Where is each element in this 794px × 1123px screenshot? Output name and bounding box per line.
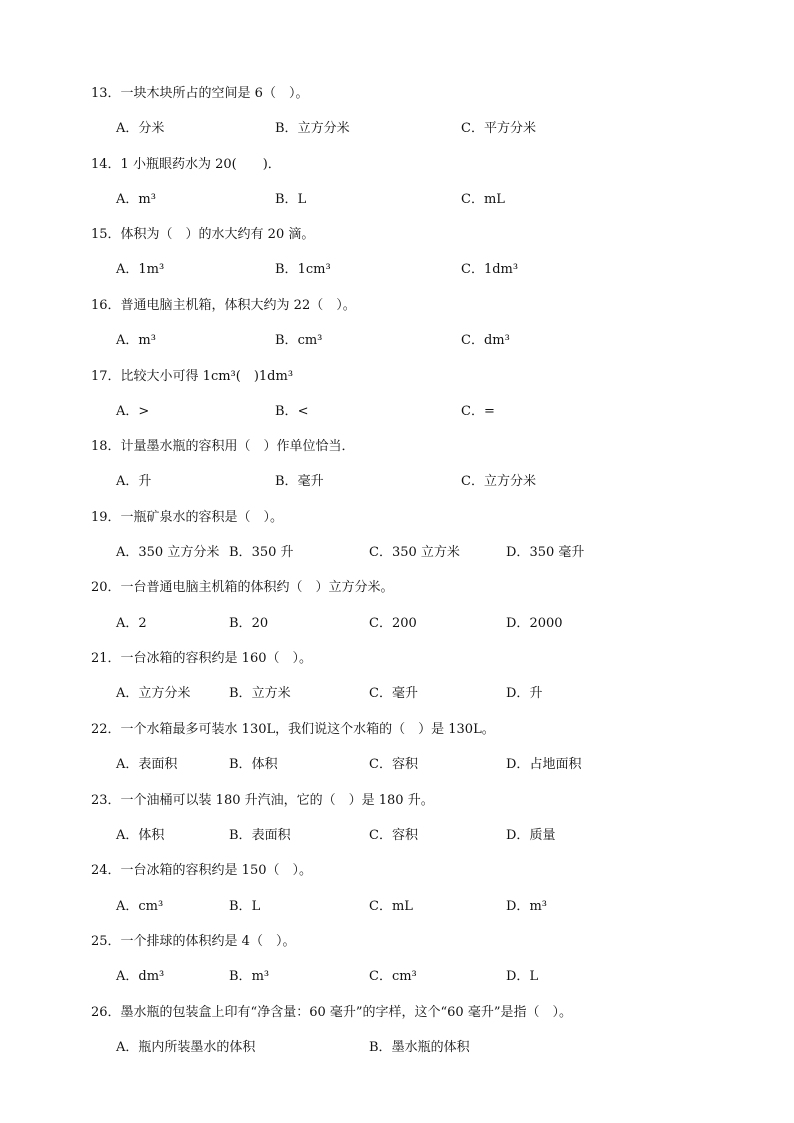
option-letter: B． (275, 262, 298, 277)
option-b[interactable] (229, 615, 268, 633)
option-text: 立方分米 (138, 686, 191, 701)
option-text: 毫升 (297, 474, 324, 489)
option-text: 350 毫升 (529, 545, 585, 560)
question-13-options (116, 120, 756, 138)
question-number: 26． (91, 1005, 121, 1020)
question-stem: 1 小瓶眼药水为 20( )． (120, 157, 281, 172)
question-26 (91, 1004, 572, 1022)
question-number: 13． (91, 86, 121, 101)
option-c[interactable] (461, 403, 495, 421)
option-letter: C． (369, 545, 392, 560)
option-letter: A． (116, 404, 139, 419)
option-text: 体积 (251, 757, 278, 772)
option-letter: B． (369, 1040, 392, 1055)
option-d[interactable] (506, 756, 581, 774)
option-c[interactable] (369, 827, 418, 845)
option-d[interactable] (506, 544, 584, 562)
option-d[interactable] (506, 615, 563, 633)
option-letter: C． (461, 333, 484, 348)
question-22 (91, 721, 495, 739)
question-19 (91, 509, 283, 527)
question-26-options (116, 1039, 756, 1057)
option-a[interactable] (116, 332, 156, 350)
option-letter: D． (506, 899, 530, 914)
option-text: L (251, 899, 261, 914)
option-text: 1m³ (138, 262, 165, 277)
question-24-options (116, 898, 756, 916)
option-a[interactable] (116, 615, 147, 633)
question-24 (91, 862, 312, 880)
option-letter: B． (229, 899, 252, 914)
option-b[interactable] (369, 1039, 470, 1057)
option-b[interactable] (275, 261, 331, 279)
option-text: 20 (251, 616, 269, 631)
option-d[interactable] (506, 968, 538, 986)
option-text: m³ (251, 969, 270, 984)
option-text: 表面积 (251, 828, 291, 843)
question-stem: 一台普通电脑主机箱的体积约（ ）立方分米。 (120, 580, 394, 595)
option-text: 质量 (529, 828, 556, 843)
option-text: mL (483, 192, 505, 207)
option-text: m³ (138, 192, 156, 207)
option-letter: C． (369, 969, 392, 984)
question-17-options (116, 403, 756, 421)
option-c[interactable] (369, 898, 413, 916)
option-text: 瓶内所装墨水的体积 (138, 1040, 256, 1055)
option-letter: C． (369, 828, 392, 843)
option-b[interactable] (229, 968, 269, 986)
question-stem: 体积为（ ）的水大约有 20 滴。 (120, 227, 315, 242)
option-a[interactable] (116, 403, 149, 421)
option-text: 1cm³ (297, 262, 331, 277)
option-c[interactable] (461, 332, 510, 350)
question-13 (91, 85, 308, 103)
option-b[interactable] (229, 544, 294, 562)
option-letter: A． (116, 757, 139, 772)
question-18-options (116, 473, 756, 491)
question-16-options (116, 332, 756, 350)
option-d[interactable] (506, 685, 542, 703)
option-a[interactable] (116, 827, 164, 845)
option-text: 2 (138, 616, 147, 631)
option-letter: A． (116, 686, 139, 701)
option-a[interactable] (116, 473, 151, 491)
option-a[interactable] (116, 1039, 255, 1057)
question-number: 23． (91, 793, 121, 808)
option-letter: B． (229, 969, 252, 984)
option-b[interactable] (275, 191, 306, 209)
option-text: 升 (529, 686, 543, 701)
question-22-options (116, 756, 756, 774)
option-letter: C． (369, 616, 392, 631)
question-number: 21． (91, 651, 121, 666)
question-23 (91, 792, 434, 810)
option-letter: B． (275, 474, 298, 489)
question-16 (91, 297, 356, 315)
option-text: dm³ (138, 969, 165, 984)
option-c[interactable] (369, 756, 418, 774)
option-text: m³ (529, 899, 547, 914)
option-letter: B． (229, 616, 252, 631)
question-15 (91, 226, 314, 244)
option-text: 体积 (138, 828, 165, 843)
option-b[interactable] (275, 403, 308, 421)
question-number: 20． (91, 580, 121, 595)
question-number: 15． (91, 227, 121, 242)
option-text: cm³ (297, 333, 323, 348)
option-b[interactable] (275, 473, 324, 491)
option-letter: B． (229, 757, 252, 772)
option-text: L (529, 969, 539, 984)
option-letter: A． (116, 474, 139, 489)
option-letter: C． (369, 899, 392, 914)
option-b[interactable] (229, 827, 291, 845)
option-a[interactable] (116, 544, 219, 562)
option-c[interactable] (369, 544, 460, 562)
question-20-options (116, 615, 756, 633)
question-25 (91, 933, 295, 951)
option-text: 1dm³ (483, 262, 519, 277)
option-letter: C． (461, 404, 484, 419)
question-25-options (116, 968, 756, 986)
option-text: 立方分米 (483, 474, 536, 489)
option-letter: A． (116, 192, 139, 207)
option-a[interactable] (116, 685, 190, 703)
option-d[interactable] (506, 827, 555, 845)
option-text: dm³ (483, 333, 510, 348)
question-stem: 一块木块所占的空间是 6（ ）。 (120, 86, 309, 101)
option-letter: B． (229, 545, 252, 560)
option-letter: C． (461, 121, 484, 136)
option-text: 平方分米 (483, 121, 536, 136)
option-letter: A． (116, 828, 139, 843)
option-letter: D． (506, 545, 530, 560)
question-stem: 一台冰箱的容积约是 150（ ）。 (120, 863, 312, 878)
option-d[interactable] (506, 898, 547, 916)
option-a[interactable] (116, 191, 156, 209)
question-stem: 墨水瓶的包装盒上印有“净含量：60 毫升”的字样，这个“60 毫升”是指（ ）。 (120, 1005, 572, 1020)
question-number: 17． (91, 369, 121, 384)
option-text: = (483, 404, 495, 419)
question-number: 16． (91, 298, 121, 313)
option-letter: C． (369, 757, 392, 772)
option-c[interactable] (461, 120, 536, 138)
option-text: 容积 (391, 757, 418, 772)
question-stem: 一台冰箱的容积约是 160（ ）。 (120, 651, 312, 666)
option-text: > (138, 404, 150, 419)
option-letter: B． (275, 333, 298, 348)
question-stem: 一瓶矿泉水的容积是（ ）。 (120, 510, 284, 525)
option-text: 350 立方分米 (138, 545, 220, 560)
option-letter: D． (506, 757, 530, 772)
option-c[interactable] (369, 615, 417, 633)
option-a[interactable] (116, 261, 164, 279)
option-text: < (297, 404, 309, 419)
option-letter: D． (506, 969, 530, 984)
option-a[interactable] (116, 120, 164, 138)
option-letter: A． (116, 545, 139, 560)
option-letter: D． (506, 828, 530, 843)
question-stem: 一个油桶可以装 180 升汽油，它的（ ）是 180 升。 (120, 793, 434, 808)
question-stem: 计量墨水瓶的容积用（ ）作单位恰当． (120, 439, 355, 454)
option-letter: B． (275, 121, 298, 136)
option-text: 占地面积 (529, 757, 582, 772)
question-number: 24． (91, 863, 121, 878)
question-stem: 一个水箱最多可装水 130L，我们说这个水箱的（ ）是 130L。 (120, 722, 495, 737)
question-14 (91, 156, 281, 174)
question-number: 19． (91, 510, 121, 525)
question-18 (91, 438, 355, 456)
option-b[interactable] (275, 332, 322, 350)
option-a[interactable] (116, 756, 177, 774)
option-letter: C． (461, 262, 484, 277)
option-text: mL (391, 899, 413, 914)
option-text: m³ (138, 333, 156, 348)
option-c[interactable] (461, 191, 505, 209)
question-20 (91, 579, 394, 597)
question-19-options (116, 544, 756, 562)
option-text: L (297, 192, 307, 207)
option-letter: C． (461, 474, 484, 489)
option-text: 350 升 (251, 545, 294, 560)
option-a[interactable] (116, 898, 163, 916)
option-c[interactable] (369, 685, 418, 703)
option-letter: B． (229, 828, 252, 843)
option-text: 容积 (391, 828, 418, 843)
option-a[interactable] (116, 968, 164, 986)
option-text: 350 立方米 (391, 545, 460, 560)
option-b[interactable] (229, 898, 260, 916)
option-b[interactable] (229, 685, 291, 703)
option-letter: D． (506, 616, 530, 631)
option-letter: A． (116, 262, 139, 277)
option-text: 立方米 (251, 686, 291, 701)
option-text: 升 (138, 474, 152, 489)
option-text: cm³ (138, 899, 164, 914)
option-letter: B． (275, 404, 298, 419)
option-b[interactable] (275, 120, 350, 138)
option-letter: A． (116, 616, 139, 631)
question-21 (91, 650, 312, 668)
option-text: 分米 (138, 121, 165, 136)
option-letter: B． (275, 192, 298, 207)
option-c[interactable] (461, 261, 518, 279)
option-text: 毫升 (391, 686, 418, 701)
question-17 (91, 368, 293, 386)
option-letter: A． (116, 1040, 139, 1055)
option-letter: C． (369, 686, 392, 701)
option-letter: A． (116, 899, 139, 914)
option-c[interactable] (461, 473, 536, 491)
question-14-options (116, 191, 756, 209)
option-text: 立方分米 (297, 121, 350, 136)
question-23-options (116, 827, 756, 845)
option-text: 200 (391, 616, 417, 631)
question-number: 14． (91, 157, 121, 172)
question-15-options (116, 261, 756, 279)
option-text: 表面积 (138, 757, 178, 772)
question-stem: 普通电脑主机箱，体积大约为 22（ ）。 (120, 298, 356, 313)
option-letter: D． (506, 686, 530, 701)
option-letter: A． (116, 333, 139, 348)
option-letter: A． (116, 121, 139, 136)
option-text: cm³ (391, 969, 417, 984)
option-letter: C． (461, 192, 484, 207)
option-b[interactable] (229, 756, 278, 774)
question-stem: 比较大小可得 1cm³( )1dm³ (120, 369, 294, 384)
question-number: 22． (91, 722, 121, 737)
question-stem: 一个排球的体积约是 4（ ）。 (120, 934, 296, 949)
option-c[interactable] (369, 968, 417, 986)
option-letter: B． (229, 686, 252, 701)
question-number: 18． (91, 439, 121, 454)
option-letter: A． (116, 969, 139, 984)
option-text: 墨水瓶的体积 (391, 1040, 470, 1055)
question-21-options (116, 685, 756, 703)
question-number: 25． (91, 934, 121, 949)
option-text: 2000 (529, 616, 563, 631)
